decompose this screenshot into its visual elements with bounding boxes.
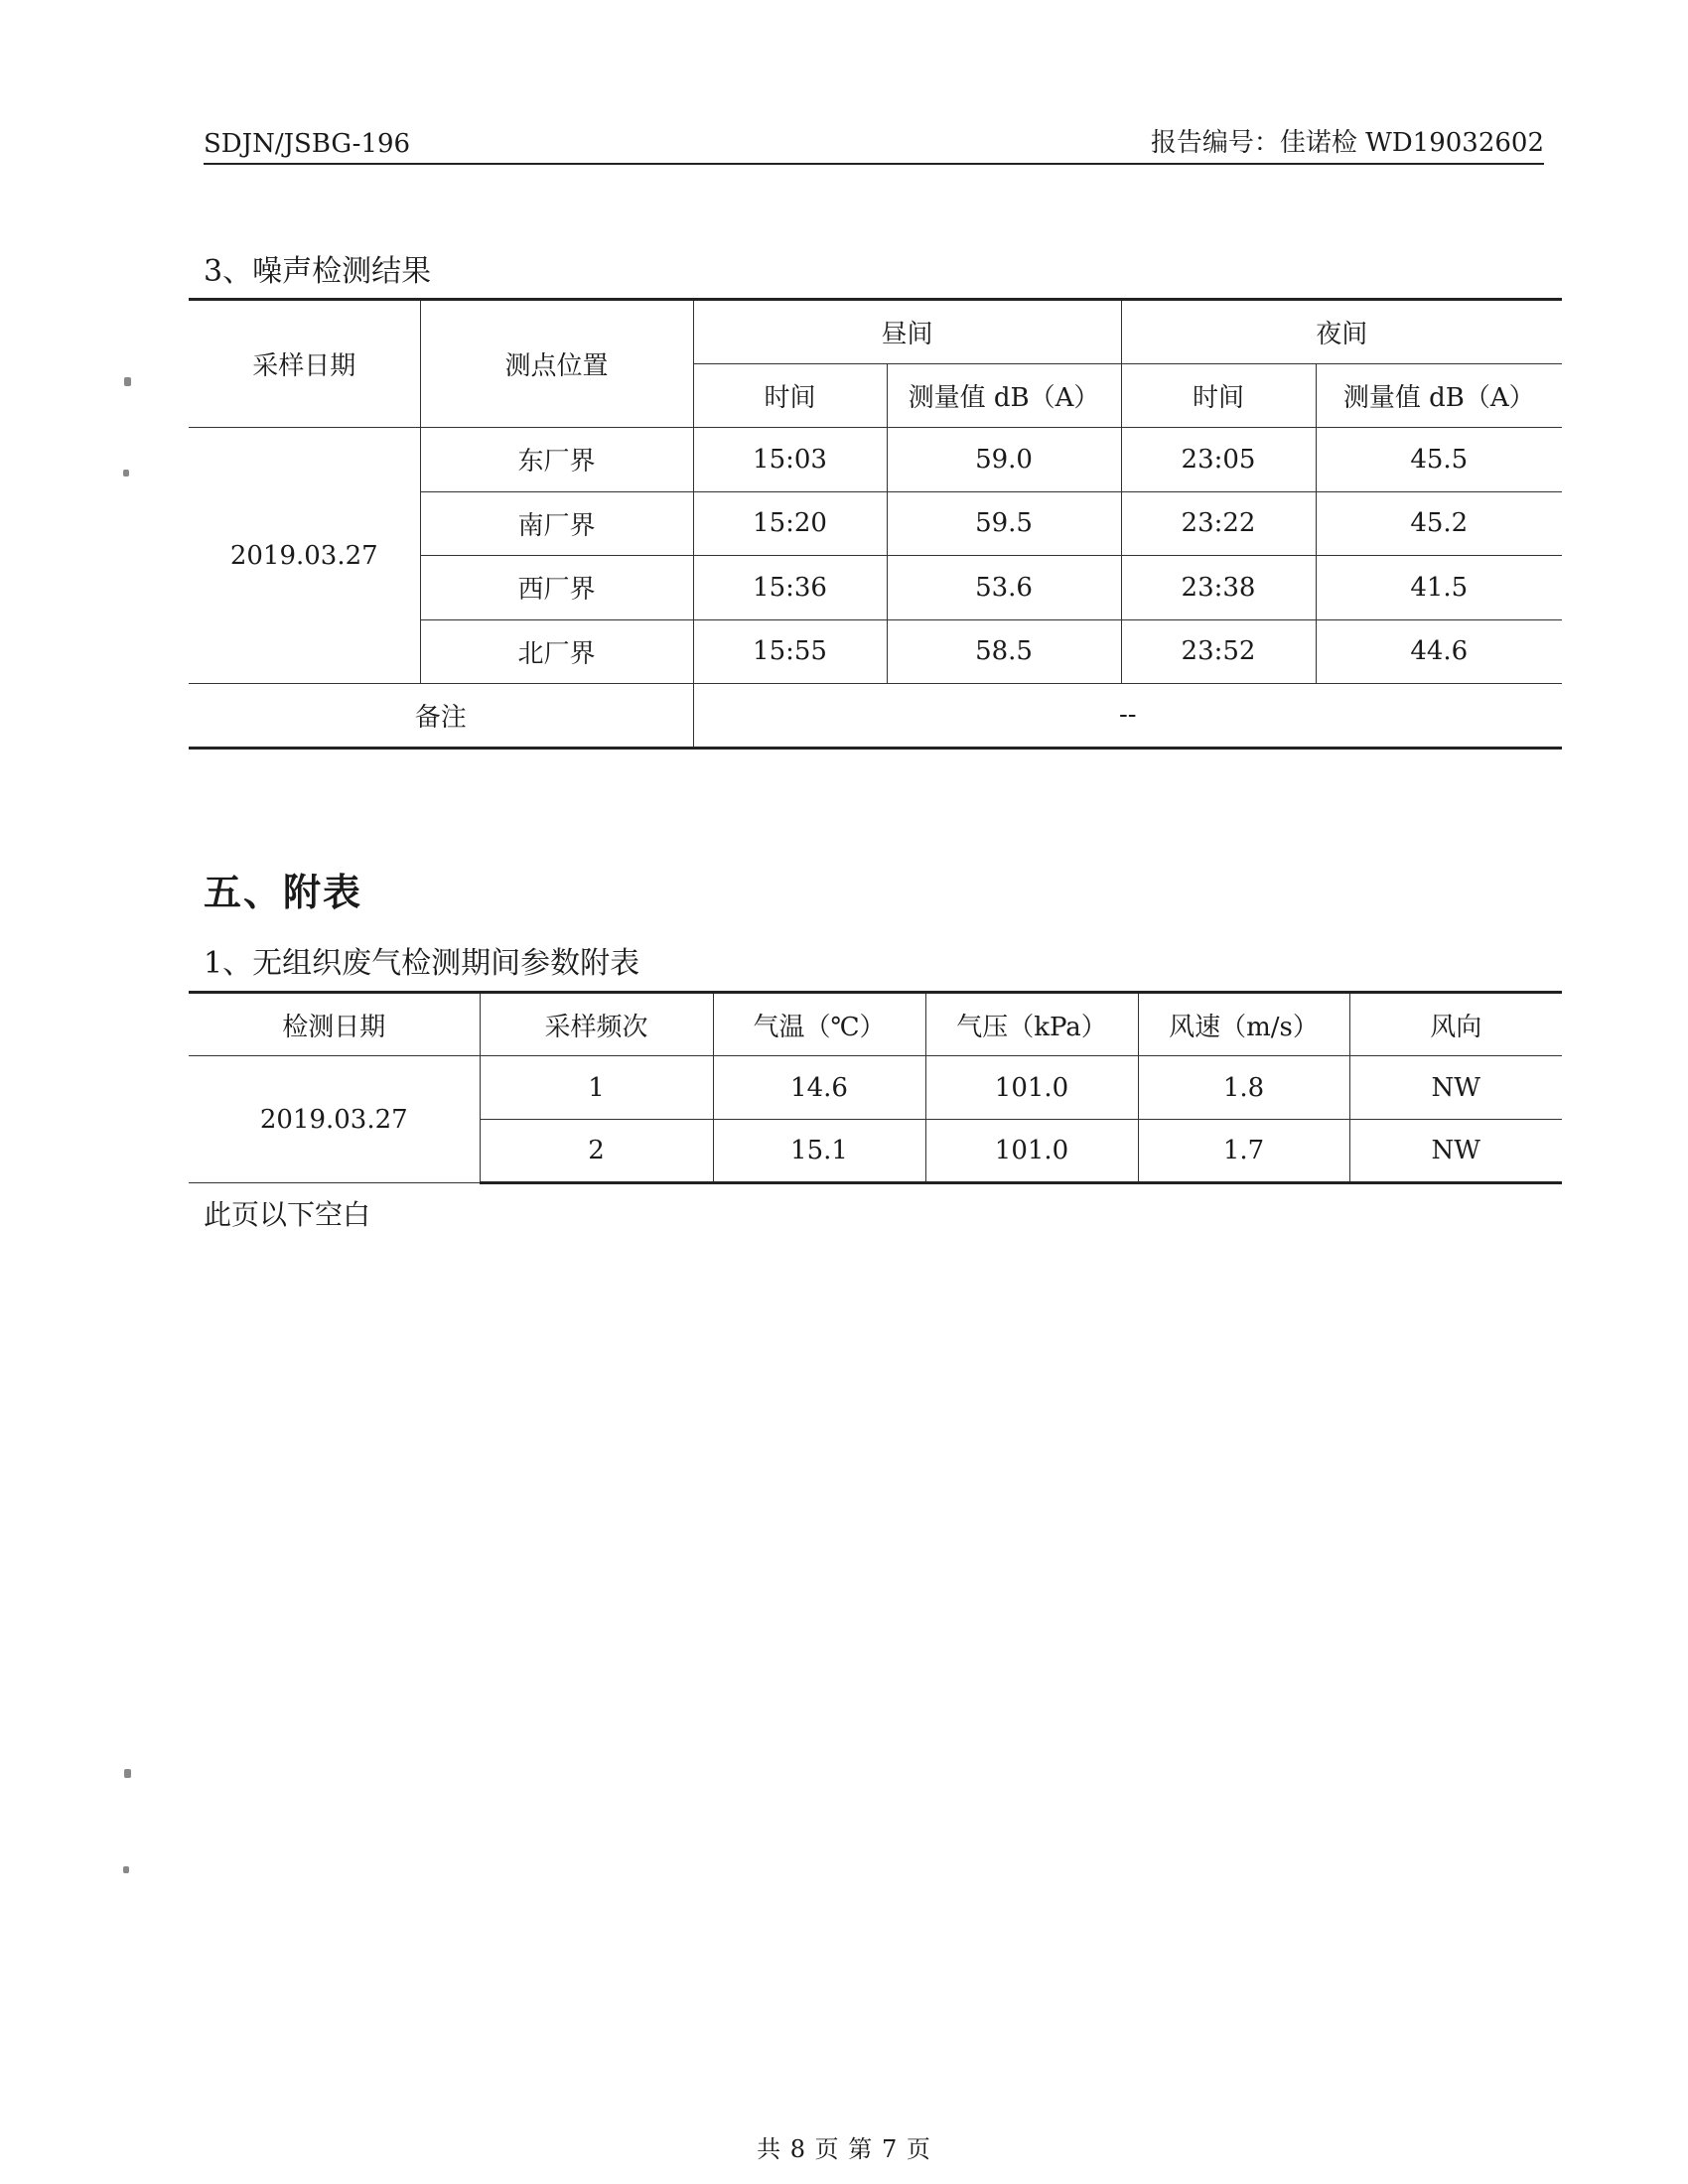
temperature-cell: 14.6 xyxy=(713,1056,925,1120)
remark-value: -- xyxy=(693,684,1562,749)
header-pressure: 气压（kPa） xyxy=(925,993,1138,1056)
night-time-cell: 23:38 xyxy=(1121,556,1316,620)
night-time-cell: 23:05 xyxy=(1121,428,1316,492)
header-test-date: 检测日期 xyxy=(189,993,480,1056)
header-sampling-date: 采样日期 xyxy=(189,300,420,428)
day-time-cell: 15:36 xyxy=(693,556,887,620)
page-footer: 共 8 页 第 7 页 xyxy=(757,2135,931,2163)
scan-speck xyxy=(123,470,129,477)
temperature-cell: 15.1 xyxy=(713,1120,925,1183)
scan-speck xyxy=(124,377,131,386)
frequency-cell: 1 xyxy=(480,1056,713,1120)
page-header xyxy=(204,127,1544,165)
header-night-time: 时间 xyxy=(1121,363,1316,428)
appendix-section-title: 五、附表 xyxy=(204,870,363,914)
day-time-cell: 15:55 xyxy=(693,619,887,684)
noise-results-table xyxy=(189,298,1562,750)
header-temperature: 气温（℃） xyxy=(713,993,925,1056)
table-row xyxy=(189,1056,1562,1120)
day-value-cell: 59.5 xyxy=(887,491,1121,556)
night-value-cell: 41.5 xyxy=(1316,556,1562,620)
remark-label: 备注 xyxy=(189,684,693,749)
wind-speed-cell: 1.8 xyxy=(1138,1056,1349,1120)
report-number: 报告编号：佳诺检 WD19032602 xyxy=(1150,128,1544,158)
doc-code: SDJN/JSBG-196 xyxy=(204,129,411,159)
location-cell: 西厂界 xyxy=(420,556,693,620)
wind-direction-cell: NW xyxy=(1349,1120,1562,1183)
table-row xyxy=(189,428,1562,492)
day-time-cell: 15:20 xyxy=(693,491,887,556)
wind-direction-cell: NW xyxy=(1349,1056,1562,1120)
header-day-value: 测量值 dB（A） xyxy=(887,363,1121,428)
header-daytime: 昼间 xyxy=(693,300,1121,364)
pressure-cell: 101.0 xyxy=(925,1120,1138,1183)
table-header-row xyxy=(189,300,1562,364)
location-cell: 南厂界 xyxy=(420,491,693,556)
scan-speck xyxy=(124,1769,131,1778)
sampling-date-cell: 2019.03.27 xyxy=(189,428,420,684)
blank-page-note: 此页以下空白 xyxy=(204,1198,371,1231)
frequency-cell: 2 xyxy=(480,1120,713,1183)
wind-speed-cell: 1.7 xyxy=(1138,1120,1349,1183)
header-night-value: 测量值 dB（A） xyxy=(1316,363,1562,428)
remark-row xyxy=(189,684,1562,749)
night-time-cell: 23:22 xyxy=(1121,491,1316,556)
table-header-row xyxy=(189,993,1562,1056)
night-time-cell: 23:52 xyxy=(1121,619,1316,684)
header-day-time: 时间 xyxy=(693,363,887,428)
test-date-cell: 2019.03.27 xyxy=(189,1056,480,1183)
location-cell: 东厂界 xyxy=(420,428,693,492)
header-wind-direction: 风向 xyxy=(1349,993,1562,1056)
day-value-cell: 53.6 xyxy=(887,556,1121,620)
scan-speck xyxy=(123,1866,129,1873)
night-value-cell: 45.5 xyxy=(1316,428,1562,492)
header-sampling-frequency: 采样频次 xyxy=(480,993,713,1056)
day-value-cell: 58.5 xyxy=(887,619,1121,684)
header-location: 测点位置 xyxy=(420,300,693,428)
header-nighttime: 夜间 xyxy=(1121,300,1562,364)
appendix-subtitle: 1、无组织废气检测期间参数附表 xyxy=(204,946,640,981)
noise-section-title: 3、噪声检测结果 xyxy=(204,254,432,289)
night-value-cell: 44.6 xyxy=(1316,619,1562,684)
weather-parameters-table xyxy=(189,991,1562,1184)
day-value-cell: 59.0 xyxy=(887,428,1121,492)
header-wind-speed: 风速（m/s） xyxy=(1138,993,1349,1056)
day-time-cell: 15:03 xyxy=(693,428,887,492)
night-value-cell: 45.2 xyxy=(1316,491,1562,556)
location-cell: 北厂界 xyxy=(420,619,693,684)
pressure-cell: 101.0 xyxy=(925,1056,1138,1120)
